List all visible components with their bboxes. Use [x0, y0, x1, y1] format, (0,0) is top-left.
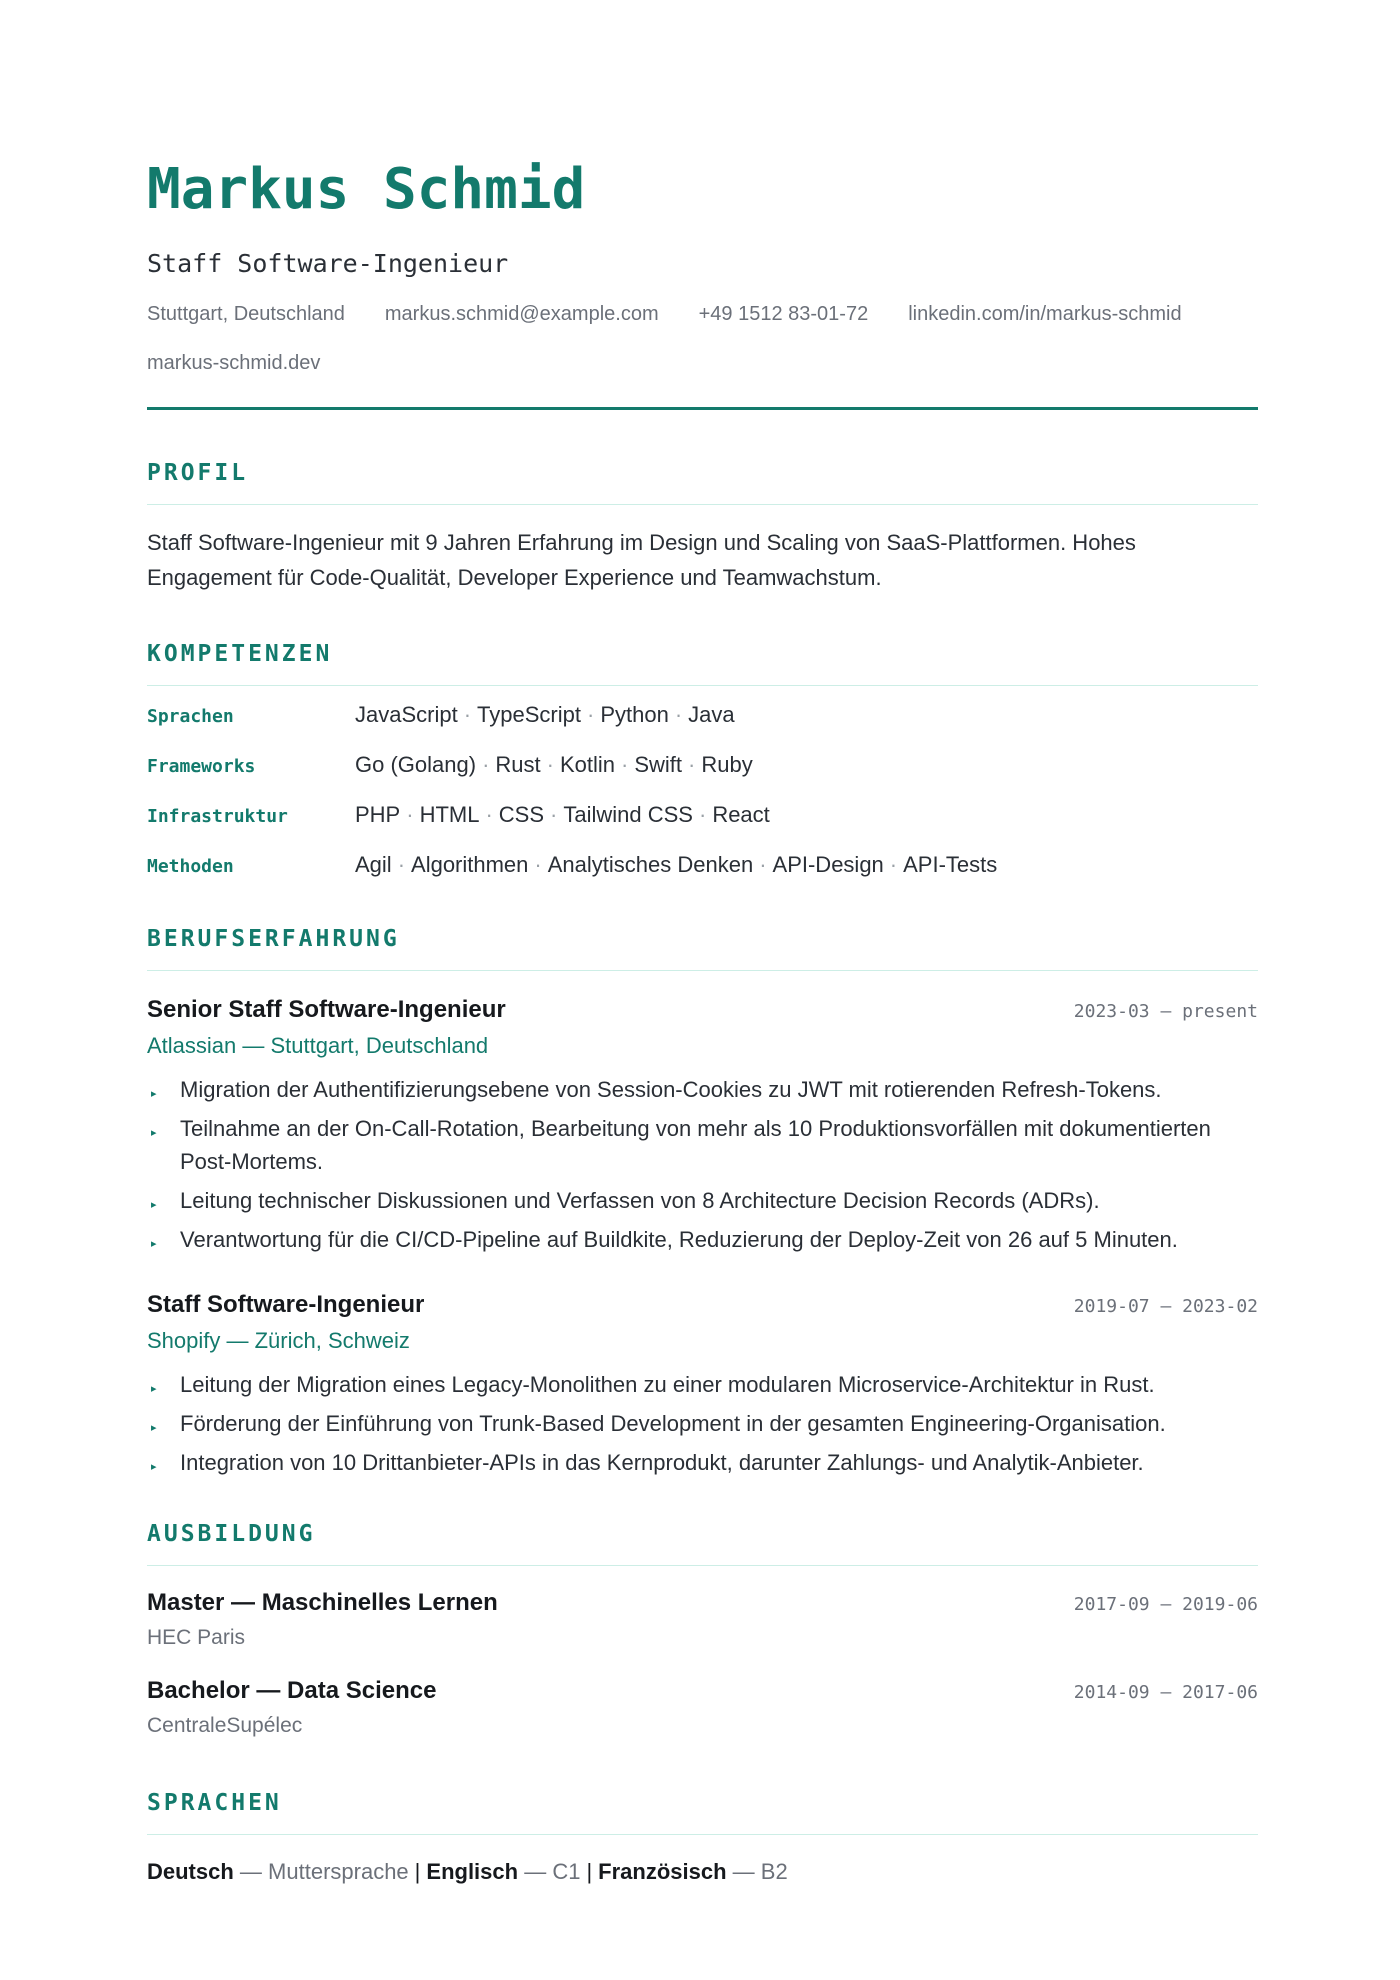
- skill-row: [147, 852, 1258, 902]
- language-dash: —: [732, 1859, 755, 1884]
- education-degree: Master — Maschinelles Lernen: [147, 1589, 498, 1616]
- triangle-right-icon: ▸: [151, 1383, 157, 1395]
- section-title-experience: BERUFSERFAHRUNG: [147, 924, 1258, 971]
- resume-header: [147, 150, 1258, 410]
- triangle-right-icon: ▸: [151, 1088, 157, 1100]
- skills-table: [147, 702, 1258, 902]
- skill-item: Kotlin: [559, 752, 616, 777]
- triangle-right-icon: ▸: [151, 1127, 157, 1139]
- skill-category-label: Sprachen: [147, 706, 234, 727]
- skill-row: [147, 752, 1258, 802]
- language-divider: |: [414, 1859, 421, 1884]
- language-name: Englisch: [426, 1859, 519, 1884]
- job-bullet-text: Förderung der Einführung von Trunk-Based Development in der gesamten Engineering-Organisation.: [180, 1411, 1166, 1436]
- resume-page: [147, 150, 1258, 1889]
- education-degree: Bachelor — Data Science: [147, 1677, 437, 1704]
- job-bullet: [147, 1184, 1258, 1217]
- contact-phone[interactable]: +49 1512 83-01-72: [698, 303, 869, 325]
- skill-separator: ·: [546, 752, 554, 777]
- job-bullet-text: Integration von 10 Drittanbieter-APIs in das Kernprodukt, darunter Zahlungs- und Analytik-Anbieter.: [180, 1450, 1144, 1475]
- education-dates: 2014-09 — 2017-06: [1073, 1682, 1258, 1703]
- skill-item: Java: [688, 702, 735, 727]
- skill-item: TypeScript: [477, 702, 581, 727]
- job-bullet: [147, 1368, 1258, 1401]
- header-divider: [147, 407, 1258, 410]
- education-school: CentraleSupélec: [147, 1714, 303, 1737]
- skill-separator: ·: [698, 802, 707, 827]
- education-entry: [147, 1674, 1258, 1742]
- language-level: B2: [760, 1859, 788, 1884]
- language-level: C1: [552, 1859, 581, 1884]
- section-title-skills: KOMPETENZEN: [147, 639, 1258, 686]
- contact-linkedin[interactable]: linkedin.com/in/markus-schmid: [908, 303, 1182, 325]
- skill-item: CSS: [498, 802, 545, 827]
- section-education: [147, 1519, 1258, 1742]
- job-bullet-text: Verantwortung für die CI/CD-Pipeline auf Buildkite, Reduzierung der Deploy-Zeit von 26 auf 5 Minuten.: [180, 1227, 1178, 1252]
- job-dates: 2019-07 — 2023-02: [1073, 1296, 1258, 1317]
- person-name: Markus Schmid: [147, 157, 586, 222]
- profile-summary: Staff Software-Ingenieur mit 9 Jahren Erfahrung im Design und Scaling von SaaS-Plattformen. Hohes Engagement für Code-Qualität, Developer Experience und Teamwachstum.: [147, 530, 1136, 590]
- job-company: Shopify — Zürich, Schweiz: [147, 1328, 410, 1353]
- language-dash: —: [239, 1859, 262, 1884]
- skill-item: API-Tests: [903, 852, 998, 877]
- job-bullet: [147, 1446, 1258, 1479]
- skill-separator: ·: [534, 852, 542, 877]
- triangle-right-icon: ▸: [151, 1422, 157, 1434]
- skill-separator: ·: [397, 852, 406, 877]
- job-list: [147, 993, 1258, 1479]
- triangle-right-icon: ▸: [151, 1238, 157, 1250]
- section-title-education: AUSBILDUNG: [147, 1519, 1258, 1566]
- skill-items: [355, 802, 770, 828]
- skill-items: [355, 702, 735, 728]
- job-bullet-text: Migration der Authentifizierungsebene von Session-Cookies zu JWT mit rotierenden Refresh-Tokens.: [180, 1077, 1162, 1102]
- triangle-right-icon: ▸: [151, 1461, 157, 1473]
- contact-website[interactable]: markus-schmid.dev: [147, 352, 321, 374]
- language-divider: |: [586, 1859, 593, 1884]
- job-title: Staff Software-Ingenieur: [147, 1291, 425, 1318]
- skill-separator: ·: [889, 852, 898, 877]
- skill-separator: ·: [550, 802, 558, 827]
- job-entry: [147, 1288, 1258, 1479]
- section-skills: [147, 639, 1258, 902]
- skill-item: React: [712, 802, 770, 827]
- skill-item: Python: [600, 702, 669, 727]
- skill-item: Go (Golang): [355, 752, 477, 777]
- skill-item: Analytisches Denken: [547, 852, 754, 877]
- skill-separator: ·: [688, 752, 696, 777]
- language-list: [147, 1855, 1258, 1889]
- section-title-languages: SPRACHEN: [147, 1788, 1258, 1835]
- education-list: [147, 1586, 1258, 1742]
- skill-category-label: Infrastruktur: [147, 806, 288, 827]
- education-header: [147, 1674, 1258, 1708]
- skill-row: [147, 702, 1258, 752]
- section-profile: [147, 458, 1258, 595]
- skill-item: Ruby: [701, 752, 753, 777]
- skill-item: Agil: [355, 852, 392, 877]
- skill-item: Swift: [634, 752, 683, 777]
- skill-separator: ·: [485, 802, 493, 827]
- skill-items: [355, 752, 753, 778]
- language-level: Muttersprache: [268, 1859, 409, 1884]
- job-bullet-text: Teilnahme an der On-Call-Rotation, Bearbeitung von mehr als 10 Produktionsvorfällen mit dokumentierten Post-Mortems.: [180, 1116, 1211, 1174]
- section-languages: [147, 1788, 1258, 1889]
- language-name: Französisch: [598, 1859, 727, 1884]
- skill-separator: ·: [759, 852, 767, 877]
- job-bullet-text: Leitung technischer Diskussionen und Verfassen von 8 Architecture Decision Records (ADRs).: [180, 1188, 1100, 1213]
- skill-category-label: Frameworks: [147, 756, 256, 777]
- language-dash: —: [524, 1859, 547, 1884]
- education-entry: [147, 1586, 1258, 1654]
- skill-item: Tailwind CSS: [563, 802, 693, 827]
- job-bullet: [147, 1223, 1258, 1256]
- skill-item: PHP: [355, 802, 401, 827]
- job-bullets: [147, 1368, 1258, 1479]
- contact-location: Stuttgart, Deutschland: [147, 303, 345, 325]
- job-title: Senior Staff Software-Ingenieur: [147, 996, 506, 1023]
- contact-list: [147, 298, 1258, 379]
- skill-row: [147, 802, 1258, 852]
- job-dates: 2023-03 — present: [1073, 1001, 1258, 1022]
- section-title-profile: PROFIL: [147, 458, 1258, 505]
- job-bullet: [147, 1112, 1258, 1178]
- job-header: [147, 1288, 1258, 1322]
- section-experience: [147, 924, 1258, 1479]
- job-company: Atlassian — Stuttgart, Deutschland: [147, 1033, 489, 1058]
- skill-item: JavaScript: [355, 702, 458, 727]
- skill-category-label: Methoden: [147, 856, 234, 877]
- skill-items: [355, 852, 997, 878]
- job-role: Staff Software-Ingenieur: [147, 249, 509, 278]
- skill-item: HTML: [419, 802, 480, 827]
- triangle-right-icon: ▸: [151, 1199, 157, 1211]
- education-header: [147, 1586, 1258, 1620]
- language-name: Deutsch: [147, 1859, 234, 1884]
- skill-item: Algorithmen: [411, 852, 529, 877]
- skill-separator: ·: [586, 702, 595, 727]
- education-school: HEC Paris: [147, 1626, 246, 1649]
- education-dates: 2017-09 — 2019-06: [1073, 1594, 1258, 1615]
- skill-separator: ·: [621, 752, 629, 777]
- job-bullets: [147, 1073, 1258, 1256]
- skill-item: API-Design: [772, 852, 884, 877]
- skill-item: Rust: [495, 752, 541, 777]
- job-bullet: [147, 1407, 1258, 1440]
- contact-email[interactable]: markus.schmid@example.com: [384, 303, 659, 325]
- skill-separator: ·: [482, 752, 490, 777]
- job-entry: [147, 993, 1258, 1256]
- skill-separator: ·: [463, 702, 472, 727]
- job-bullet-text: Leitung der Migration eines Legacy-Monolithen zu einer modularen Microservice-Architektur in Rust.: [180, 1372, 1155, 1397]
- skill-separator: ·: [406, 802, 414, 827]
- skill-separator: ·: [674, 702, 683, 727]
- job-header: [147, 993, 1258, 1027]
- job-bullet: [147, 1073, 1258, 1106]
